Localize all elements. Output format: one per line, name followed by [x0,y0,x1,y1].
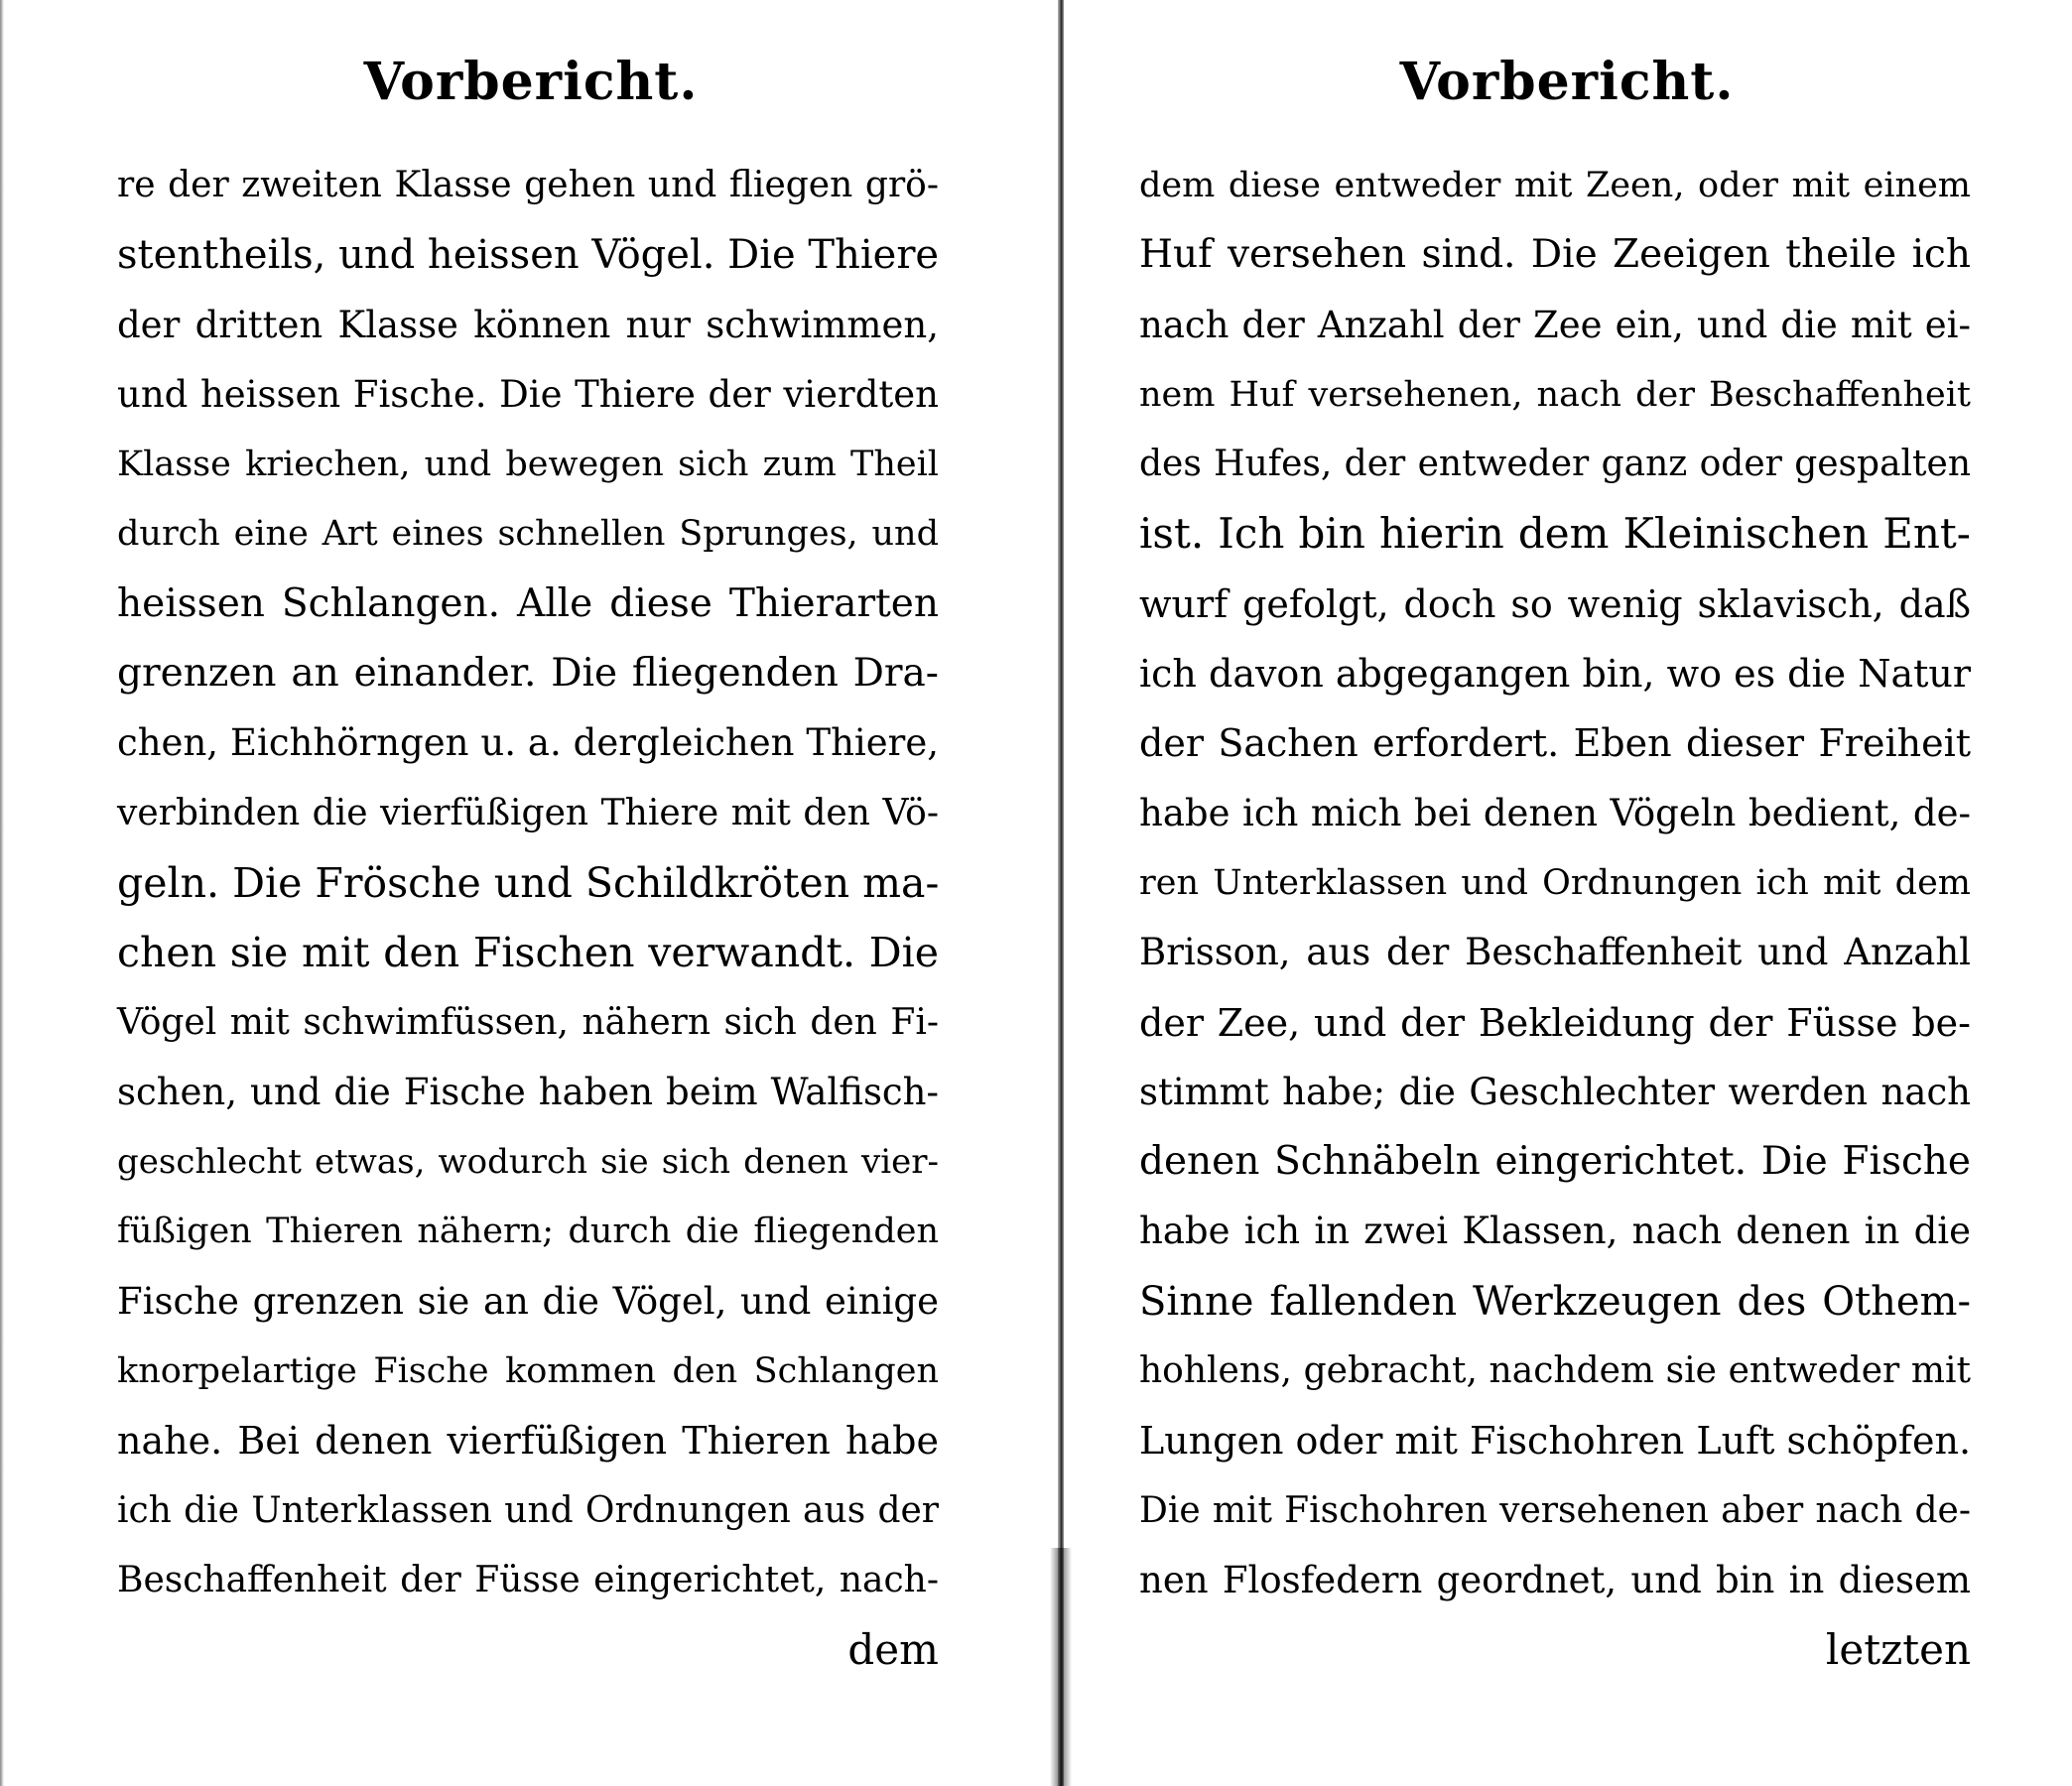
text-line: knorpelartige Fische kommen den Schlangen [117,1351,939,1392]
text-line: und heissen Fische. Die Thiere der vierdten [117,372,939,416]
text-line: re der zweiten Klasse gehen und fliegen grö- [117,165,939,205]
text-line: Klasse kriechen, und bewegen sich zum Theil [117,445,939,485]
left-text-block [117,151,939,1686]
text-line: stimmt habe; die Geschlechter werden nach [1139,1070,1971,1113]
text-line: ich die Unterklassen und Ordnungen aus der [117,1489,939,1531]
text-line: nem Huf versehenen, nach der Beschaffenheit [1139,374,1971,415]
text-line: Fische grenzen sie an die Vögel, und einige [117,1279,939,1323]
text-line: Lungen oder mit Fischohren Luft schöpfen. [1139,1419,1972,1464]
text-line: hohlens, gebracht, nachdem sie entweder mit [1139,1350,1971,1392]
text-line: füßigen Thieren nähern; durch die fliegenden [117,1212,939,1252]
text-line: schen, und die Fische haben beim Walfisch- [117,1070,939,1113]
text-line: geschlecht etwas, wodurch sie sich denen vier- [117,1142,939,1183]
text-line: des Hufes, der entweder ganz oder gespalten [1139,444,1971,485]
text-line: der Sachen erfordert. Eben dieser Freiheit [1139,721,1971,766]
text-line: Huf versehen sind. Die Zeeigen theile ich [1139,232,1971,278]
text-line: der dritten Klasse können nur schwimmen, [117,303,939,346]
text-line: ich davon abgegangen bin, wo es die Natur [1139,652,1972,697]
text-line: grenzen an einander. Die fliegenden Dra- [117,651,939,697]
text-line: chen, Eichhörngen u. a. dergleichen Thiere, [117,721,939,765]
text-line: geln. Die Frösche und Schildkröten ma- [117,858,940,907]
text-line: Brisson, aus der Beschaffenheit und Anzahl [1139,931,1971,974]
text-line: denen Schnäbeln eingerichtet. Die Fische [1139,1139,1971,1185]
text-line: Beschaffenheit der Füsse eingerichtet, nach- [117,1559,939,1600]
text-line: der Zee, und der Bekleidung der Füsse be- [1139,1000,1971,1045]
text-line: chen sie mit den Fischen verwandt. Die [117,929,939,977]
right-running-head: Vorbericht. [1399,52,1735,112]
text-line: Sinne fallenden Werkzeugen des Othem- [1139,1278,1971,1325]
text-line: Vögel mit schwimfüssen, nähern sich den Fi- [117,1001,939,1043]
text-line: verbinden die vierfüßigen Thiere mit den Vö- [117,792,939,833]
text-line: wurf gefolgt, doch so wenig sklavisch, daß [1139,581,1971,626]
text-line: nen Flosfedern geordnet, und bin in diesem [1139,1558,1971,1601]
right-catchword: letzten [1825,1625,1971,1675]
left-running-head: Vorbericht. [363,52,699,112]
text-line: dem diese entweder mit Zeen, oder mit einem [1139,166,1971,205]
text-line: stentheils, und heissen Vögel. Die Thiere [117,232,940,279]
text-line: ist. Ich bin hierin dem Kleinischen Ent- [1139,509,1971,559]
text-line: habe ich in zwei Klassen, nach denen in die [1139,1210,1971,1253]
text-line: Die mit Fischohren versehenen aber nach de- [1139,1489,1971,1531]
text-line: heissen Schlangen. Alle diese Thierarten [117,580,939,626]
text-line: ren Unterklassen und Ordnungen ich mit dem [1139,862,1971,903]
text-line: nach der Anzahl der Zee ein, und die mit ei- [1139,303,1971,346]
text-line: habe ich mich bei denen Vögeln bedient, de- [1139,791,1971,834]
text-line: durch eine Art eines schnellen Sprunges, und [117,514,939,555]
text-line: nahe. Bei denen vierfüßigen Thieren habe [117,1419,939,1464]
right-page [1062,0,2072,1786]
right-text-block [1139,151,1971,1686]
left-catchword: dem [847,1625,939,1675]
